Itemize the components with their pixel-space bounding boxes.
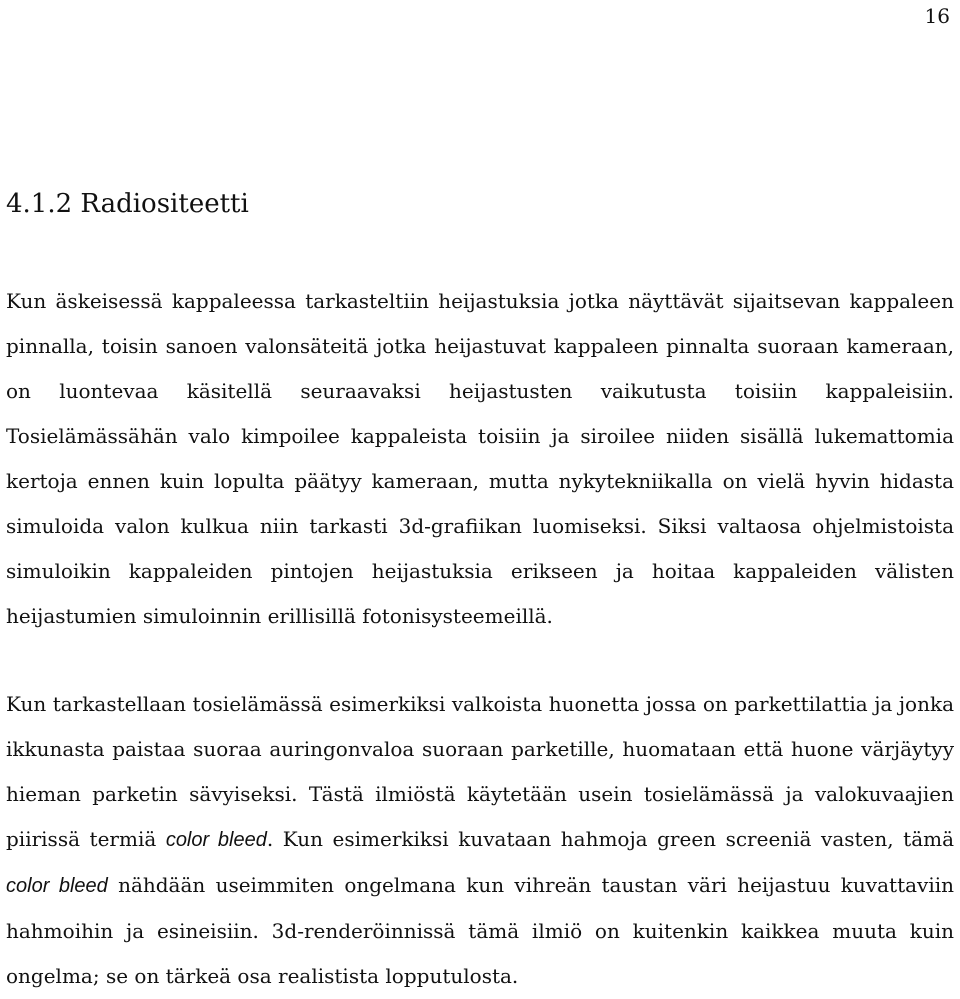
term-color-bleed: color bleed (6, 875, 108, 897)
page-number: 16 (924, 4, 950, 28)
body-paragraph-2 (6, 682, 954, 999)
paragraph-text: nähdään useimmiten ongelmana kun vihreän taustan väri heijastuu kuvattaviin hahmoihin ja esineisiin. 3d-renderöinnissä tämä ilmiö on kuitenkin kaikkea muuta kuin ongelma; se on tärkeä osa realistista lopputulosta. (6, 873, 954, 988)
paragraph-text: Kun tarkastellaan tosielämässä esimerkiksi valkoista huonetta jossa on parkettilattia ja jonka ikkunasta paistaa suoraa auringonvaloa suoraan parketille, huomataan että huone värjäytyy hieman parketin sävyiseksi. Tästä ilmiöstä käytetään usein tosielämässä ja valokuvaajien piirissä termiä (6, 692, 954, 851)
body-paragraph-1 (6, 279, 954, 639)
paragraph-text: Kun äskeisessä kappaleessa tarkasteltiin heijastuksia jotka näyttävät sijaitsevan kappaleen pinnalla, toisin sanoen valonsäteitä jotka heijastuvat kappaleen pinnalta suoraan kameraan, on luontevaa käsitellä seuraavaksi heijastusten vaikutusta toisiin kappaleisiin. Tosielämässähän valo kimpoilee kappaleista toisiin ja siroilee niiden sisällä lukemattomia kertoja ennen kuin lopulta päätyy kameraan, mutta nykytekniikalla on vielä hyvin hidasta simuloida valon kulkua niin tarkasti 3d-grafiikan luomiseksi. Siksi valtaosa ohjelmistoista simuloikin kappaleiden pintojen heijastuksia erikseen ja hoitaa kappaleiden välisten heijastumien simuloinnin erillisillä fotonisysteemeillä. (6, 289, 954, 628)
section-heading: 4.1.2 Radiositeetti (6, 189, 249, 219)
paragraph-text: . Kun esimerkiksi kuvataan hahmoja green screeniä vasten, tämä (266, 827, 955, 851)
term-color-bleed: color bleed (165, 829, 267, 851)
